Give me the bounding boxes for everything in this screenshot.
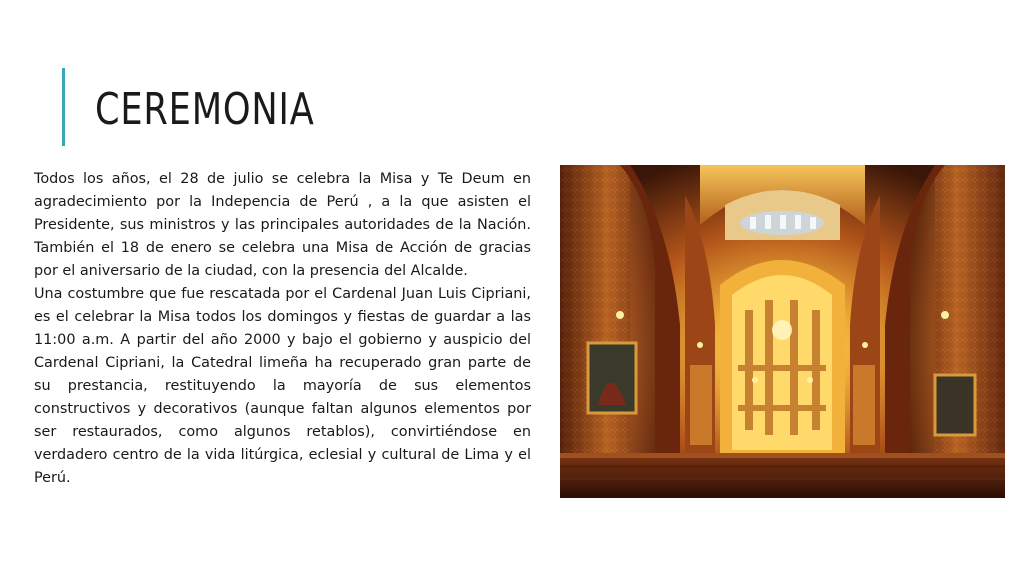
body-text: [34, 168, 531, 490]
paragraph-1: Todos los años, el 28 de julio se celebra la Misa y Te Deum en agradecimiento por la Indepencia de Perú , a la que asisten el Presidente, sus ministros y las principales autoridades de la Nación. También el 18 de enero se celebra una Misa de Acción de gracias por el aniversario de la ciudad, con la presencia del Alcalde.: [34, 171, 531, 279]
cathedral-interior-photo: [560, 165, 1005, 498]
painting-right: [935, 375, 975, 435]
slide-title: CEREMONIA: [95, 84, 315, 135]
pews-floor: [560, 455, 1005, 498]
paragraph-2: Una costumbre que fue rescatada por el Cardenal Juan Luis Cipriani, es el celebrar la Misa todos los domingos y fiestas de guardar a las 11:00 a.m. A partir del año 2000 y bajo el gobierno y auspicio del Cardenal Cipriani, la Catedral limeña ha recuperado gran parte de su prestancia, restituyendo la mayoría de sus elementos constructivos y decorativos (aunque faltan algunos elementos por ser restaurados, como algunos retablos), convirtiéndose en verdadero centro de la vida litúrgica, eclesial y cultural de Lima y el Perú.: [34, 286, 531, 486]
title-accent-bar: [62, 68, 65, 146]
